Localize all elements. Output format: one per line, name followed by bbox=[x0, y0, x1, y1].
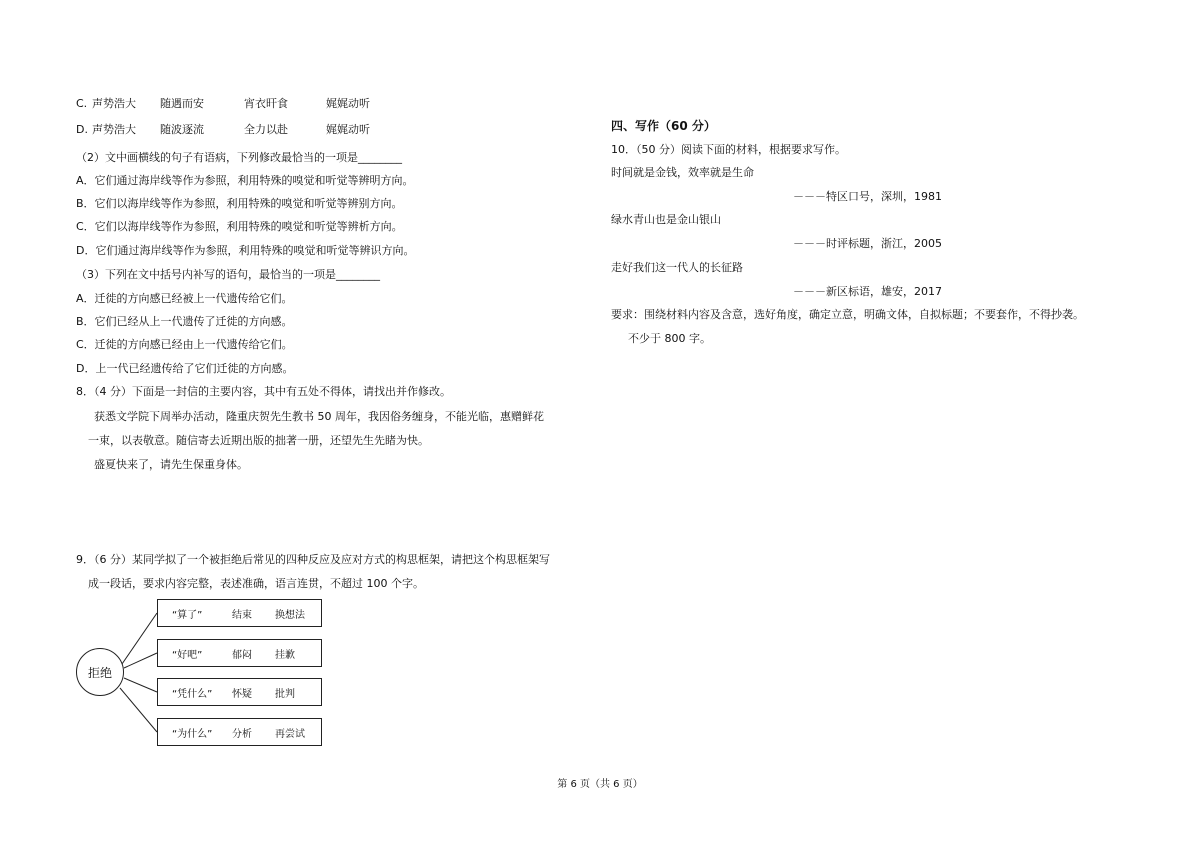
q8-letter-line-2: 一束，以表敬意。随信寄去近期出版的拙著一册，还望先生先睹为快。 bbox=[88, 434, 429, 447]
box-3-action: 批判 bbox=[275, 688, 295, 700]
q2-option-a: A．它们通过海岸线等作为参照，利用特殊的嗅觉和听觉等辨明方向。 bbox=[76, 174, 414, 187]
box-3-reaction: “凭什么” bbox=[172, 688, 213, 700]
material-3-source: －－－新区标语，雄安，2017 bbox=[793, 285, 942, 298]
option-d-word-3: 全力以赴 bbox=[244, 123, 288, 136]
diagram-box-3 bbox=[157, 678, 322, 706]
option-c-word-1: 声势浩大 bbox=[92, 97, 136, 110]
diagram-box-1 bbox=[157, 599, 322, 627]
material-1: 时间就是金钱，效率就是生命 bbox=[611, 166, 754, 179]
q3-option-d: D．上一代已经遗传给了它们迁徙的方向感。 bbox=[76, 362, 294, 375]
box-3-result: 怀疑 bbox=[232, 688, 252, 700]
diagram-box-2 bbox=[157, 639, 322, 667]
option-c-label: C. bbox=[76, 97, 88, 110]
option-c-word-4: 娓娓动听 bbox=[326, 97, 370, 110]
q3-option-c: C．迁徙的方向感已经由上一代遗传给它们。 bbox=[76, 338, 293, 351]
box-2-action: 挂歉 bbox=[275, 649, 295, 661]
q8-letter-line-3: 盛夏快来了，请先生保重身体。 bbox=[94, 458, 248, 471]
box-1-result: 结束 bbox=[232, 609, 252, 621]
material-2: 绿水青山也是金山银山 bbox=[611, 213, 721, 226]
q2-option-b: B．它们以海岸线等作为参照，利用特殊的嗅觉和听觉等辨别方向。 bbox=[76, 197, 403, 210]
q3-option-a: A．迁徙的方向感已经被上一代遗传给它们。 bbox=[76, 292, 293, 305]
box-4-result: 分析 bbox=[232, 728, 252, 740]
q3-stem: （3）下列在文中括号内补写的语句，最恰当的一项是________ bbox=[76, 268, 380, 281]
option-d-word-1: 声势浩大 bbox=[92, 123, 136, 136]
q8-stem: 8．（4 分）下面是一封信的主要内容，其中有五处不得体，请找出并作修改。 bbox=[76, 385, 451, 398]
q2-option-c: C．它们以海岸线等作为参照，利用特殊的嗅觉和听觉等辨析方向。 bbox=[76, 220, 403, 233]
box-1-action: 换想法 bbox=[275, 609, 305, 621]
diagram-center-node bbox=[76, 648, 124, 696]
diagram-box-4 bbox=[157, 718, 322, 746]
material-3: 走好我们这一代人的长征路 bbox=[611, 261, 743, 274]
option-c-word-3: 宵衣旰食 bbox=[244, 97, 288, 110]
box-2-result: 郁闷 bbox=[232, 649, 252, 661]
requirement-line-1: 要求：围绕材料内容及含意，选好角度，确定立意，明确文体，自拟标题；不要套作，不得抄袭。 bbox=[611, 308, 1084, 321]
box-4-action: 再尝试 bbox=[275, 728, 305, 740]
requirement-line-2: 不少于 800 字。 bbox=[628, 332, 711, 345]
box-4-reaction: “为什么” bbox=[172, 728, 213, 740]
option-d-word-4: 娓娓动听 bbox=[326, 123, 370, 136]
section-heading: 四、写作（60 分） bbox=[611, 119, 716, 133]
diagram-center-label: 拒绝 bbox=[87, 665, 112, 680]
q9-stem-line-1: 9．（6 分）某同学拟了一个被拒绝后常见的四种反应及应对方式的构思框架，请把这个构思框架写 bbox=[76, 553, 550, 566]
q2-stem: （2）文中画横线的句子有语病，下列修改最恰当的一项是________ bbox=[76, 151, 402, 164]
material-1-source: －－－特区口号，深圳，1981 bbox=[793, 190, 942, 203]
box-1-reaction: “算了” bbox=[172, 609, 203, 621]
q8-letter-line-1: 获悉文学院下周举办活动，隆重庆贺先生教书 50 周年，我因俗务缠身，不能光临，惠赠鲜花 bbox=[94, 410, 544, 423]
option-c-word-2: 随遇而安 bbox=[160, 97, 204, 110]
q3-option-b: B．它们已经从上一代遗传了迁徙的方向感。 bbox=[76, 315, 293, 328]
box-2-reaction: “好吧” bbox=[172, 649, 203, 661]
q2-option-d: D．它们通过海岸线等作为参照，利用特殊的嗅觉和听觉等辨识方向。 bbox=[76, 244, 415, 257]
q10-stem: 10．（50 分）阅读下面的材料，根据要求写作。 bbox=[611, 143, 846, 156]
option-d-word-2: 随波逐流 bbox=[160, 123, 204, 136]
option-d-label: D. bbox=[76, 123, 88, 136]
q9-stem-line-2: 成一段话，要求内容完整，表述准确，语言连贯，不超过 100 个字。 bbox=[88, 577, 424, 590]
material-2-source: －－－时评标题，浙江，2005 bbox=[793, 237, 942, 250]
page-footer: 第 6 页（共 6 页） bbox=[557, 779, 643, 790]
